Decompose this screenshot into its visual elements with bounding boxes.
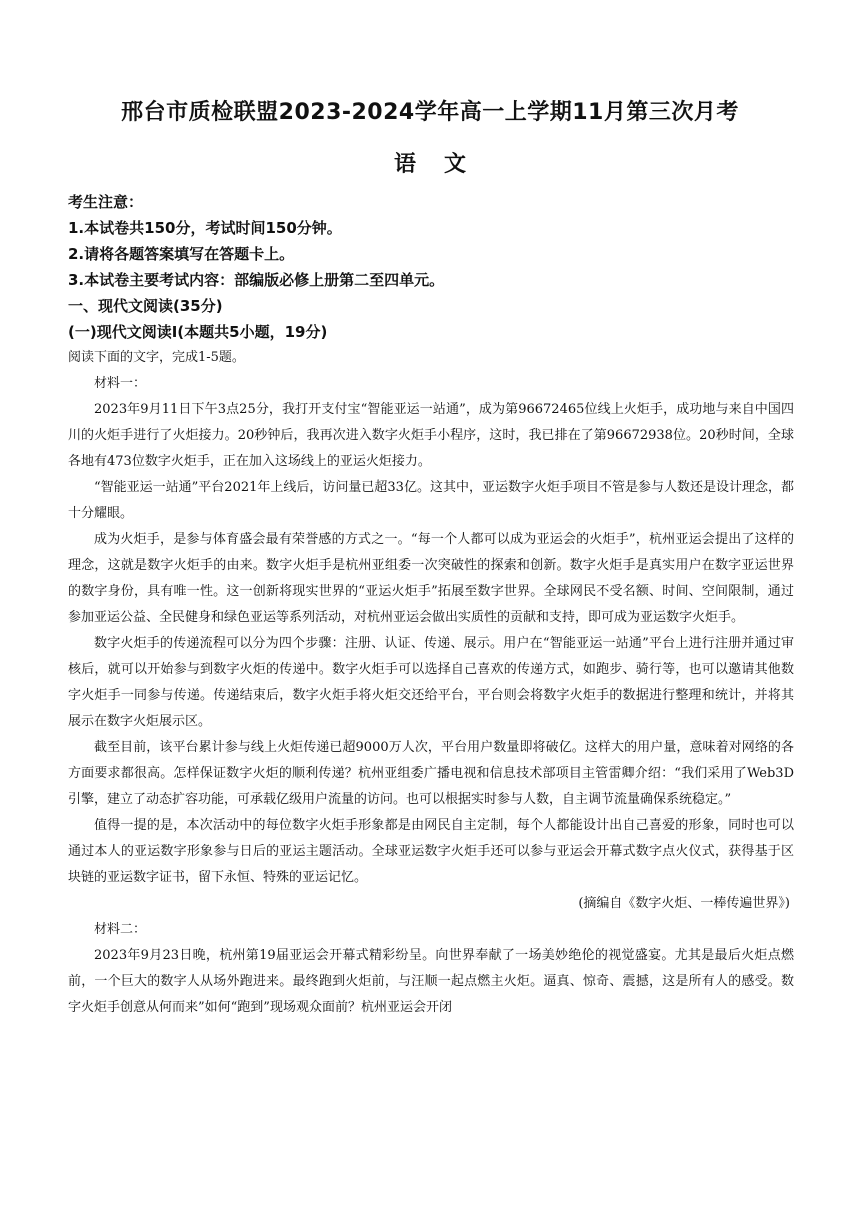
material-one-paragraph: 值得一提的是，本次活动中的每位数字火炬手形象都是由网民自主定制，每个人都能设计出自己喜爱的形象，同时也可以通过本人的亚运数字形象参与日后的亚运主题活动。全球亚运数字火炬手还可以参与亚运会开幕式数字点火仪式，获得基于区块链的亚运数字证书，留下永恒、特殊的亚运记忆。	[68, 818, 794, 885]
exam-title: 邢台市质检联盟2023-2024学年高一上学期11月第三次月考	[121, 100, 739, 125]
material-two-label: 材料二：	[94, 922, 147, 937]
material-one-paragraph: 成为火炬手，是参与体育盛会最有荣誉感的方式之一。“每一个人都可以成为亚运会的火炬手”，杭州亚运会提出了这样的理念，这就是数字火炬手的由来。数字火炬手是杭州亚组委一次突破性的探索和创新。数字火炬手是真实用户在数字亚运世界的数字身份，具有唯一性。这一创新将现实世界的“亚运火炬手”拓展至数字世界。全球网民不受名额、时间、空间限制，通过参加亚运公益、全民健身和绿色亚运等系列活动，对杭州亚运会做出实质性的贡献和支持，即可成为亚运数字火炬手。	[68, 532, 794, 625]
material-one-paragraph: 数字火炬手的传递流程可以分为四个步骤：注册、认证、传递、展示。用户在“智能亚运一站通”平台上进行注册并通过审核后，就可以开始参与到数字火炬的传递中。数字火炬手可以选择自己喜欢的传递方式，如跑步、骑行等，也可以邀请其他数字火炬手一同参与传递。传递结束后，数字火炬手将火炬交还给平台，平台则会将数字火炬手的数据进行整理和统计，并将其展示在数字火炬展示区。	[68, 636, 794, 729]
material-one-paragraph: 截至目前，该平台累计参与线上火炬传递已超9000万人次，平台用户数量即将破亿。这样大的用户量，意味着对网络的各方面要求都很高。怎样保证数字火炬的顺利传递？杭州亚组委广播电视和信息技术部项目主管雷卿介绍：“我们采用了Web3D引擎，建立了动态扩容功能，可承载亿级用户流量的访问。也可以根据实时参与人数，自主调节流量确保系统稳定。”	[68, 740, 794, 807]
notice-item: 2.请将各题答案填写在答题卡上。	[68, 245, 295, 263]
material-one-paragraph: 2023年9月11日下午3点25分，我打开支付宝“智能亚运一站通”，成为第96672465位线上火炬手，成功地与来自中国四川的火炬手进行了火炬接力。20秒钟后，我再次进入数字火炬手小程序，这时，我已排在了第96672938位。20秒时间，全球各地有473位数字火炬手，正在加入这场线上的亚运火炬接力。	[68, 402, 794, 469]
material-one-paragraph: “智能亚运一站通”平台2021年上线后，访问量已超33亿。这其中，亚运数字火炬手项目不管是参与人数还是设计理念，都十分耀眼。	[68, 480, 794, 521]
material-one-source: (摘编自《数字火炬、一棒传遍世界》)	[578, 896, 790, 911]
notice-item: 1.本试卷共150分，考试时间150分钟。	[68, 219, 342, 237]
section-subheading: (一)现代文阅读Ⅰ(本题共5小题，19分)	[68, 323, 328, 341]
material-one-label: 材料一：	[94, 376, 147, 391]
subject-title: 语文	[393, 152, 494, 177]
section-heading: 一、现代文阅读(35分)	[68, 297, 223, 315]
reading-instruction: 阅读下面的文字，完成1-5题。	[68, 350, 245, 365]
exam-content	[68, 189, 794, 1021]
notice-item: 3.本试卷主要考试内容：部编版必修上册第二至四单元。	[68, 271, 445, 289]
material-two-paragraph: 2023年9月23日晚，杭州第19届亚运会开幕式精彩纷呈。向世界奉献了一场美妙绝伦的视觉盛宴。尤其是最后火炬点燃前，一个巨大的数字人从场外跑进来。最终跑到火炬前，与汪顺一起点燃主火炬。逼真、惊奇、震撼，这是所有人的感受。数字火炬手创意从何而来”如何“跑到”现场观众面前？杭州亚运会开闭	[68, 948, 794, 1015]
notice-heading: 考生注意：	[68, 193, 144, 211]
